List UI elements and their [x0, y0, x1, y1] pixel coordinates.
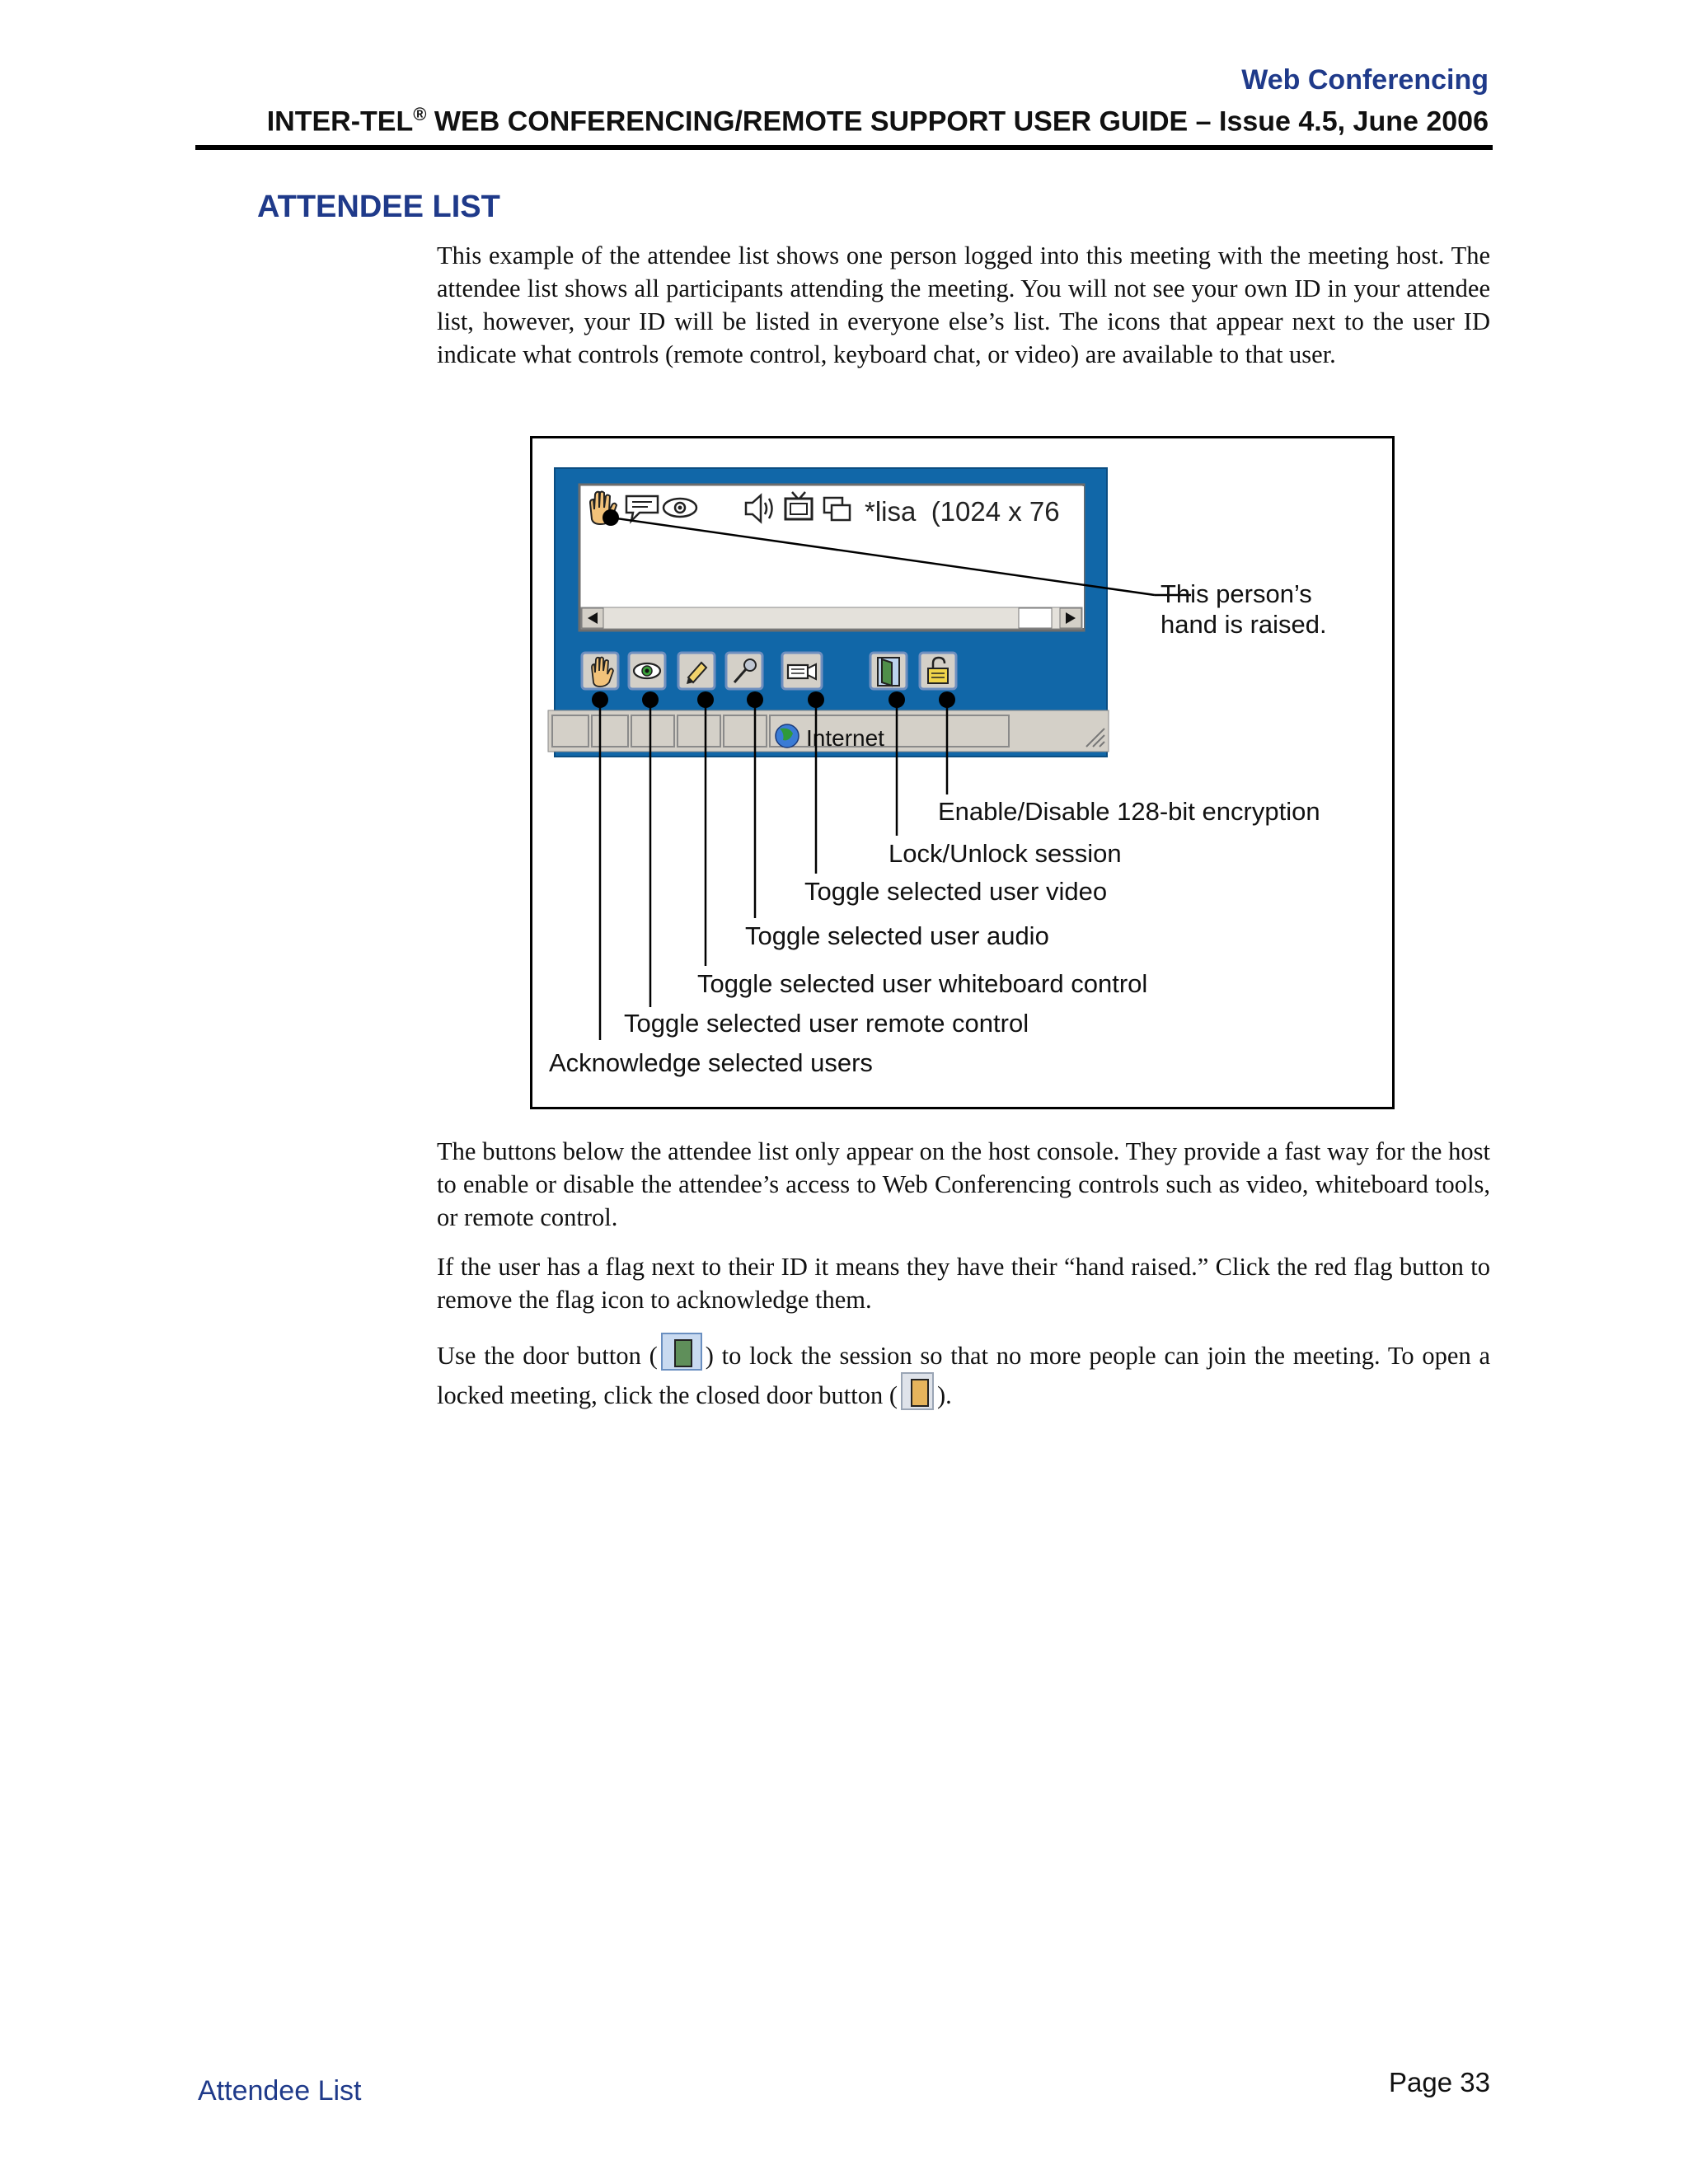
attendee-entry[interactable]: *lisa (1024 x 76: [865, 496, 1060, 527]
horizontal-scrollbar[interactable]: [581, 607, 1082, 629]
section-title: ATTENDEE LIST: [257, 190, 500, 224]
door-icon: [878, 658, 899, 686]
whiteboard-button[interactable]: [678, 653, 715, 689]
label-video: Toggle selected user video: [804, 877, 1108, 906]
running-header-guide-title: [267, 104, 1489, 138]
camera-icon: [788, 664, 816, 679]
label-encryption: Enable/Disable 128-bit encryption: [938, 797, 1320, 826]
door-text-part3: ).: [937, 1381, 952, 1409]
door-text-part1: Use the door button (: [437, 1342, 658, 1370]
footer-page-number: Page 33: [1389, 2067, 1490, 2097]
open-door-inline-icon: [661, 1333, 702, 1371]
remote-control-button[interactable]: [629, 653, 665, 689]
status-bar: [548, 710, 1109, 752]
label-whiteboard: Toggle selected user whiteboard control: [697, 969, 1148, 998]
label-lock-session: Lock/Unlock session: [889, 839, 1122, 868]
hand-raised-paragraph: If the user has a flag next to their ID it means they have their “hand raised.” Click the red flag button to remove the flag icon to acknowledge them.: [437, 1253, 1490, 1314]
eye-icon: [663, 499, 696, 517]
callout-hand-raised-line1: This person’s: [1160, 579, 1312, 608]
door-button-paragraph: [437, 1333, 1490, 1412]
attendee-list-figure: [530, 436, 1395, 1109]
header-rule: [195, 145, 1493, 150]
acknowledge-button[interactable]: [582, 653, 618, 689]
eye-button-icon: [634, 663, 660, 678]
label-remote-control: Toggle selected user remote control: [624, 1009, 1029, 1038]
globe-icon: [776, 724, 799, 748]
audio-button[interactable]: [726, 653, 762, 689]
label-audio: Toggle selected user audio: [745, 921, 1049, 950]
guide-title-rest: WEB CONFERENCING/REMOTE SUPPORT USER GUIDE – Issue 4.5, June 2006: [426, 105, 1489, 138]
intro-paragraph: This example of the attendee list shows one person logged into this meeting with the meeting host. The attendee list shows all participants attending the meeting. You will not see your own ID in your attendee list, however, your ID will be listed in everyone else’s list. The icons that appear next to the user ID indicate what controls (remote control, keyboard chat, or video) are available to that user.: [437, 241, 1490, 368]
label-acknowledge: Acknowledge selected users: [549, 1048, 873, 1077]
running-header-section: Web Conferencing: [1241, 64, 1489, 96]
closed-door-inline-icon: [901, 1372, 934, 1410]
encryption-button[interactable]: [920, 653, 956, 689]
registered-mark: ®: [413, 104, 427, 124]
lock-session-button[interactable]: [870, 653, 907, 689]
video-button[interactable]: [782, 653, 822, 689]
callout-hand-raised-line2: hand is raised.: [1160, 610, 1327, 639]
status-zone-text: Internet: [806, 725, 884, 751]
scroll-thumb[interactable]: [1019, 608, 1052, 628]
footer-section-name: Attendee List: [198, 2075, 362, 2107]
guide-brand: INTER-TEL: [266, 105, 414, 138]
host-buttons-paragraph: The buttons below the attendee list only appear on the host console. They provide a fast way for the host to enable or disable the attendee’s access to Web Conferencing controls such as video, whiteboard tools, or remote control.: [437, 1137, 1490, 1231]
door-text-part2: ) to lock the session so that no more people can join the meeting. To open a locked meeting, click the closed door button (: [437, 1342, 1490, 1409]
